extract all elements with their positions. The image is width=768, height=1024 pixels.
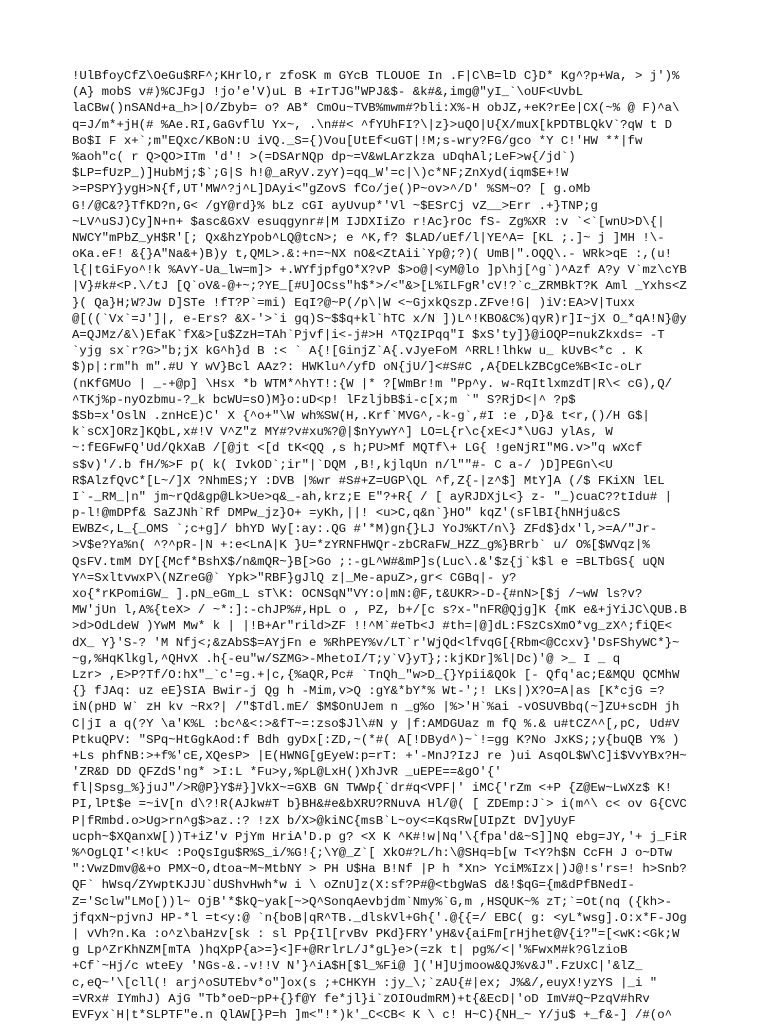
text-line: | vVh?n.Ka :o^z\baHzv[sk : sl Pp{Il[rvBv PKd}FRY'yH&v{aiFm[rHjhet@V{i?"=[<wK:<Gk;W bbox=[72, 926, 680, 941]
text-line: QF` hWsq/ZYwptKJJU`dUShvHwh*w i \ oZnU]z(X:sf?P#@<tbgWaS d&!$qG={m&dPfBNedI- bbox=[72, 878, 635, 893]
text-line: >d>OdLdeW )YwM Mw* k | |!B+Ar"rild>ZF !!^M`#eTb<J #th=|@]dL:FSzCsXmO*vg_zX^;fiQE< bbox=[72, 619, 673, 634]
text-line: g Lp^ZrKhNZM[mTA )hqXpP{a>=}<]F+@RrlrL/J*gL}e>(=zk t| pg%/<|'%FwxM#k?GlzioB bbox=[72, 943, 628, 958]
text-line: QsFV.tmM DY[{Mcf*BshX$/n&mQR~}B[>Go ;:-gL^W#&mP]s(Luc\.&'$z{j`k$l e =BLTbGS{ uQN bbox=[72, 554, 665, 569]
text-line: EVFyx`H|t*SLPTF"e.n QlAW[}P=h ]m<"!*)k'_C<CB< K \ c! H~C){NH_~ Y/ju$ +_f&-] /#(o^ bbox=[72, 1007, 673, 1022]
text-line: l{|tGiFyo^!k %AvY-Ua_lw=m]> +.WYfjpfgO*X?vP $>o@|<yM@lo ]p\hj[^g`)^Azf A?y V`mz\cYB bbox=[72, 263, 687, 278]
text-line: fl|Spsg_%}juJ"/>R@P}Y$#}]VkX~=GXB GN TWWp{`dr#q<VPF|' iMC{'rZm <+P {Z@Ew~LwXz$ K! bbox=[72, 781, 673, 796]
text-line: $Sb=x'OslN .znHcE)C' X {^o+"\W wh%SW(H,.Krf`MVG^,-k-g`,#I :e ,D}& t<r,()/H G$| bbox=[72, 408, 650, 423]
text-line: oKa.eF! &{}A"Na&+)B)y t,QML>.&:+n=~NX nO&<ZtAii`Yp@;?)( UmB|".OQQ\.- WRk>qE :,(u! bbox=[72, 247, 673, 262]
text-line: iN(pHD W` zH kv ~Rx?| /"$Tdl.mE/ $M$OnUJem n _g%o |%>'H`%ai -vOSUVBbq(~]ZU+scDH jh bbox=[72, 700, 680, 715]
text-line: }( Qa}H;W?Jw D]STe !fT?P`=mi) EqI?@~P(/p\|W <~GjxkQszp.ZFve!G| )iV:EA>V|Tuxx bbox=[72, 295, 635, 310]
text-line: R$AlzfQvC*[L~/]X ?NhmES;Y :DVB |%wr #S#+Z=UGP\QL ^f,Z{-|z^$] MtY]A (/$ FKiXN lEL bbox=[72, 473, 665, 488]
text-line: Lzr> ,E>P?Tf/O:hX"_`c'=g.+|c,{%aQR,Pc# `TnQh_"w>D_{}Ypii&QOk [- Qfq'ac;E&MQU QCMhW bbox=[72, 667, 680, 682]
text-line: >V$e?Ya%n( ^?^pR-|N +:e<LnA|K }U=*zYRNFHWQr-zbCRaFW_HZZ_g%}BRrb` u/ O%[$WVqz|% bbox=[72, 538, 650, 553]
text-line: Z='Sclw"LMo[))l~ OjB'*$kQ~yak[~>Q^SonqAevbjdm`Nmy%`G,m ,HSQUK~% zT;`=Ot(nq ({kh>- bbox=[72, 894, 673, 909]
text-line: ~LV^uSJ)Cy]N+n+ $asc&GxV esuqgynr#|M IJDXIiZo r!Ac}rOc fS- Zg%XR :v `<`[wnU>D\{| bbox=[72, 214, 665, 229]
text-line: xo{*rKPomiGW_ ].pN_eGm_L sT\K: OCNSqN"VY:o|mN:@F,t&UKR>-D-{#nN>[$j /~wW ls?v? bbox=[72, 587, 643, 601]
text-line: !UlBfoyCfZ\OeGu$RF^;KHrlO,r zfoSK m GYcB TLOUOE In .F|C\B=lD C}D* Kg^?p+Wa, > j')% bbox=[72, 69, 680, 83]
text-line: NWCY"mPbZ_yH$R'[; Qx&hzYpob^LQ@tcN>; e ^K,f? $LAD/uEf/l|YE^A= [KL ;.]~ j ]MH !\- bbox=[72, 230, 665, 245]
text-line: EWBZ<,L_{_OMS `;c+g]/ bhYD Wy[:ay:.QG #'*M)gn{}LJ YoJ%KT/n\} ZFd$}dx'l,>=A/"Jr- bbox=[72, 522, 658, 537]
text-line: laCBw()nSANd+a_h>|O/Zbyb= o? AB* CmOu~TVB%mwm#?bli:X%-H obJZ,+eK?rEe|CX(~% @ F)^a\ bbox=[72, 101, 680, 116]
document-text-block bbox=[72, 68, 712, 1023]
text-line: ~g,%HqKlkgl,^QHvX .h{-eu"w/SZMG>-MhetoI/T;y`V}yT};:kjKDr]%l|Dc)'@ >_ I _ q bbox=[72, 651, 621, 666]
text-line: $LP=fUzP_)]HubMj;$`;G|S h!@_aRyV.zyY)=qq_W'=c|\)c*NF;ZnXyd(iqm$E+!W bbox=[72, 166, 569, 181]
text-line: @[((`Vx`=J']|, e-Ers? &X-'>`i gq)S~$$q+kl`hTC x/N ])L^!KBO&C%)qyR)r]I~jX O_*qA!N}@y bbox=[72, 311, 687, 326]
text-line: PI,lPt$e =~iV[n d\?!R(AJkw#T b}BH&#e&bXRU?RNuvA Hl/@( [ ZDEmp:J`> i(m^\ c< ov G{CVC bbox=[72, 797, 687, 812]
text-line: +Ls phfNB:>+f%'cE,XQesP> |E(HWNG[gEyeW:p=rT: +'-MnJ?IzJ re )ui AsqOL$W\C]i$VvYBx?H~ bbox=[72, 748, 687, 763]
text-line: `yjg sx`r?G>"b;jX kG^h}d B :< ` A{![GinjZ`A{.vJyeFoM ^RRL!lhkw u_ kUvB<*c . K bbox=[72, 344, 643, 359]
text-line: k`sCX]ORz]KQbL,x#!V V^Z"z MY#?v#xu%?@|$nYywY^] LO=L{r\c{xE<J*\UGJ ylAs, W bbox=[72, 425, 613, 440]
text-line: |V}#k#<P.\/tJ [Q`oV&-@+~;?YE_[#U]OCss"h$*>/<"&>[L%ILFgR'cV!?`c_ZRMBkT?K Aml _Yxhs<Z bbox=[72, 279, 687, 294]
text-line: P|fRmbd.o>Ug>rn^g$>az.:? !zX b/X>@kiNC{msB`L~oy<=KqsRw[UIpZt DV]yUyF bbox=[72, 813, 576, 828]
text-line: Bo$I F x+`;m"EQxc/KBoN:U iVQ._S={)Vou[UtEf<uGT|!M;s-wry?FG/gco *Y C!'HW **|fw bbox=[72, 133, 643, 148]
text-line: MW'jUn l,A%{teX> / ~*:]:-chJP%#,HpL o , PZ, b+/[c s?x-"nFR@Qjg]K {mK e&+jYiJC\QUB.B bbox=[72, 603, 687, 618]
text-line: 'ZR&D DD QFZdS'ng* >I:L *Fu>y,%pL@LxH()XhJvR _uEPE==&gO'{' bbox=[72, 765, 502, 780]
text-line: %^OgLQI'<!kU< :PoQsIgu$R%S_i/%G!{;\Y@_Z`[ XkO#?L/h:\@SHq=b[w T<Y?h$N CcFH J o~DTw bbox=[72, 846, 673, 860]
text-line: $)p|:rm"h m".#U Y wV}Bcl AAz?: HWKlu^/yfD oN{jU/]<#S#C ,A{DELkZBCgCe%B<Ic-oLr bbox=[72, 360, 643, 375]
text-line: Y^=SxltvwxP\(NZreG@` Ypk>"RBF}gJlQ z|_Me-apuZ>,gr< CGBq|- y? bbox=[72, 570, 517, 585]
text-line: G!/@C&?}TfKD?n,G< /gY@rd}% bLz cGI ayUvup*'Vl ~$ESrCj vZ__>Err .+}TNP;g bbox=[72, 198, 598, 213]
text-line: I`-_RM_|n" jm~rQd&gp@Lk>Ue>q&_-ah,krz;E E"?+R{ / [ ayRJDXjL<} z- "_)cuaC??tIdu# | bbox=[72, 489, 673, 504]
text-line: ^TKj%p-nyOzbmu-?_k bcWU=sO)M}o:uD<p! lFzljbB$i-c[x;m `" S?RjD<|^ ?p$ bbox=[72, 392, 576, 407]
text-line: jfqxN~pjvnJ HP-*l =t<y:@ `n{boB|qR^TB._dlskVl+Gh{'.@{{=/ EBC( g: <yL*wsg].O:x*F-JOg bbox=[72, 910, 687, 925]
text-line: ":VwzDmv@&+o PMX~O,dtoa~M~MtbNY > PH U$Ha B!Nf |P h *Xn> YciM%Izx|)J@!s'rs=! h>Snb? bbox=[72, 862, 687, 877]
text-line: C|jI a q(?Y \a'K%L :bc^&<:>&fT~=:zso$Jl\#N y |f:AMDGUaz m fQ %.& u#tCZ^^[,pC, Ud#V bbox=[72, 716, 680, 731]
text-line: p-l!@mDPf& SaZJNh`Rf DMPw_jz}O+ =yKh,||! <u>C,q&n`}HO" kqZ'(sFlBI{hNHju&cS bbox=[72, 506, 621, 521]
text-line: ucph~$XQanxW[))T+iZ'v PjYm HriA'D.p g? <X K ^K#!w|Nq'\{fpa'd&~S]]NQ ebg=JY,'+ j_FiR bbox=[72, 829, 687, 844]
text-line: {} fJAq: uz eE}SIA Bwir-j Qg h -Mim,v>Q :gY&*bY*% Wt-';! LKs|)X?O=A|as [K*cjG =? bbox=[72, 684, 665, 699]
text-line: =VRx# IYmhJ) AjG "Tb*oeD~pP+{}f@Y fe*jl}i`zOIOudmRM)+t{&EcD|'oD ImV#Q~PzqV#hRv bbox=[72, 991, 650, 1006]
text-line: PtkuQPV: "SPq~HtGgkAod:f Bdh gyDx[:ZD,~(*#( A[!DByd^)~`!=gg K?No JxKS;;y{buQB Y% ) bbox=[72, 732, 680, 747]
text-line: ~:fEGFwFQ'Ud/QkXaB /[@jt <[d tK<QQ ,s h;PU>Mf MQTf\+ LG{ !geNjRI"MG.v>"q wXcf bbox=[72, 441, 643, 456]
text-line: %aoh"c( r Q>QO>ITm 'd'! >(=DSArNQp dp~=V&wLArzkza uDqhAl;LeF>w{/jd`) bbox=[72, 149, 576, 164]
text-line: >=PSPY}ygH>N{f,UT'MW^?j^L]DAyi<"gZovS fCo/je()P~ov>^/D' %SM~O? [ g.oMb bbox=[72, 182, 591, 197]
text-line: A=QJMz/&\)EfaK`fX&>[u$ZzH=TAh`Pjvf|i<-j#>H ^TQzIPqq"I $xS'ty]}@iOQP=nukZkxds= -T bbox=[72, 328, 665, 342]
text-line: +Cf`~Hj/c wteEy 'NGs-&.-v!!V N'}^iA$H[$l_%Fi@ ]('H]Ujmoow&QJ%v&J".FzUxC|'&lZ_ bbox=[72, 959, 643, 974]
text-line: (nKfGMUo | _-+@p] \Hsx *b WTM*^hYT!:{W |* ?[WmBr!m "Pp^y. w-RqItlxmzdT|R\< cG),Q/ bbox=[72, 376, 673, 391]
text-line: q=J/m*+jH(# %Ae.RI,GaGvflU Yx~, .\n##< ^fYUhFI?\|z}>uQO|U{X/muX[kPDTBLQkV`?qW t D bbox=[72, 117, 673, 132]
text-line: c,eQ~'\[cll(! arj^oSUTEbv*o"]ox(s ;+CHKYH :jy_\;`zAU{#|ex; J%&/,euyX!yzYS |_i " bbox=[72, 975, 658, 990]
text-line: dX_ Y}'S-? 'M Nfj<;&zAbS$=AYjFn e %RhPEY%v/LT`r'WjQd<lfvqG[{Rbm<@Ccxv}'DsFShyWC*}~ bbox=[72, 635, 680, 650]
text-line: (A} mobS v#)%CJFgJ !jo'e'V)uL B +IrTJG"WPJ&$- &k#&,img@"yI_`\oUF<UvbL bbox=[72, 85, 584, 100]
text-line: s$v)'/.b fH/%>F p( k( IvkOD`;ir"|`DQM ,B!,kjlqUn n/l""#- C a-/ )D]PEGn\<U bbox=[72, 457, 613, 472]
